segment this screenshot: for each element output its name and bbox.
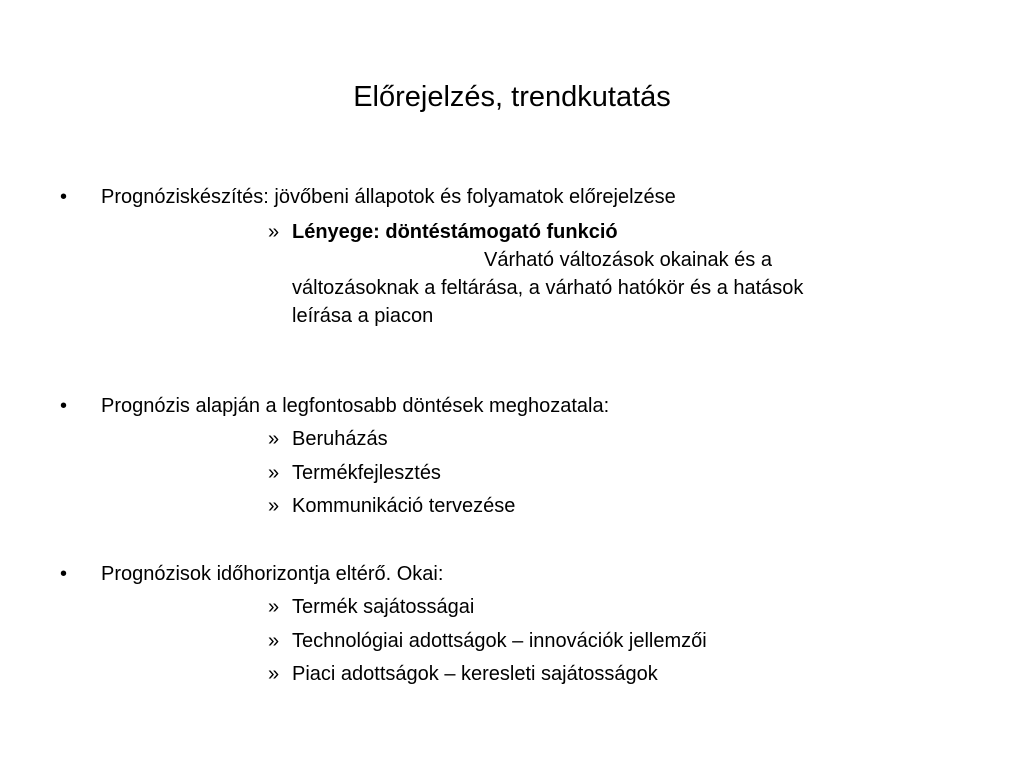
- sub-item-text: Piaci adottságok – keresleti sajátosságok: [292, 663, 658, 685]
- sub-marker: »: [268, 428, 280, 450]
- sub-marker: »: [268, 596, 280, 618]
- bullet-text: Prognózisok időhorizontja eltérő. Okai:: [101, 563, 444, 585]
- bullet-text: Prognózis alapján a legfontosabb döntések meghozatala:: [101, 395, 610, 417]
- description-line: leírása a piacon: [292, 305, 434, 327]
- sub-marker: »: [268, 495, 280, 517]
- sub-item-text: Lényege: döntéstámogató funkció: [292, 221, 618, 243]
- sub-item-text: Kommunikáció tervezése: [292, 495, 516, 517]
- sub-marker: »: [268, 663, 280, 685]
- bullet-text: Prognóziskészítés: jövőbeni állapotok és folyamatok előrejelzése: [101, 186, 676, 208]
- slide-title: Előrejelzés, trendkutatás: [353, 81, 671, 113]
- sub-item-text: Beruházás: [292, 428, 388, 450]
- bullet-marker: •: [60, 395, 68, 417]
- sub-marker: »: [268, 630, 280, 652]
- sub-item-text: Termékfejlesztés: [292, 462, 441, 484]
- description-line: Várható változások okainak és a: [484, 249, 772, 271]
- description-line: változásoknak a feltárása, a várható hatókör és a hatások: [292, 277, 804, 299]
- sub-item-text: Termék sajátosságai: [292, 596, 475, 618]
- sub-item-text: Technológiai adottságok – innovációk jellemzői: [292, 630, 707, 652]
- bullet-marker: •: [60, 186, 68, 208]
- bullet-marker: •: [60, 563, 68, 585]
- sub-marker: »: [268, 462, 280, 484]
- sub-marker: »: [268, 221, 280, 243]
